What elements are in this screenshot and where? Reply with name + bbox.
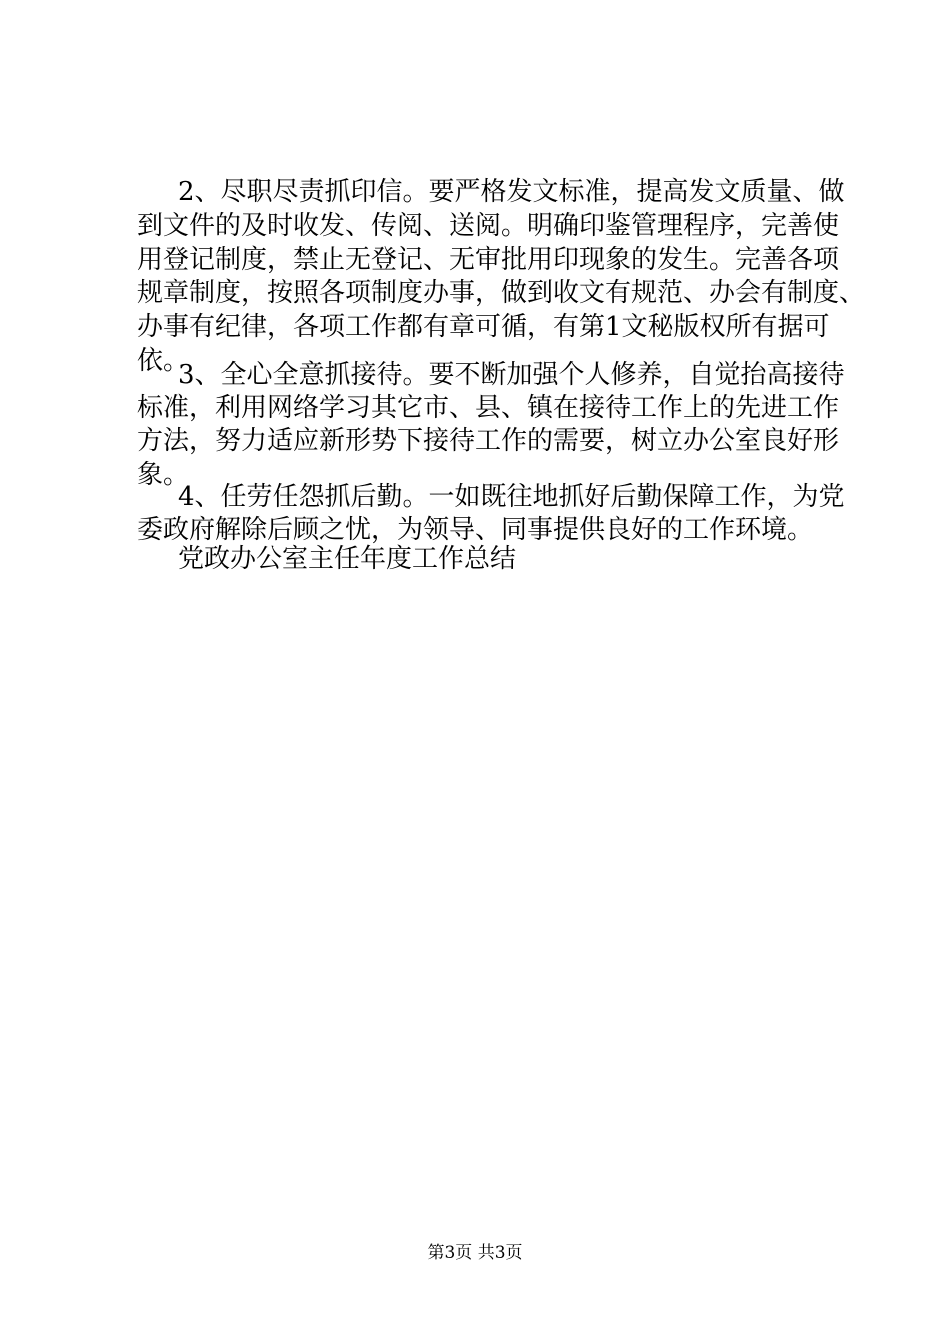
paragraph-line: 3、全心全意抓接待。要不断加强个人修养，自觉抬高接待	[178, 360, 845, 390]
paragraph-line: 用登记制度，禁止无登记、无审批用印现象的发生。完善各项	[137, 245, 840, 275]
paragraph-line: 标准，利用网络学习其它市、县、镇在接待工作上的先进工作	[137, 393, 840, 423]
paragraph-line: 党政办公室主任年度工作总结	[178, 544, 517, 574]
paragraph-line: 4、任劳任怨抓后勤。一如既往地抓好后勤保障工作，为党	[178, 482, 845, 512]
paragraph-line: 办事有纪律，各项工作都有章可循，有第1文秘版权所有据可	[137, 312, 830, 342]
paragraph-line: 到文件的及时收发、传阅、送阅。明确印鉴管理程序，完善使	[137, 211, 840, 241]
paragraph-line: 象。	[137, 460, 190, 490]
page-footer: 第3页 共3页	[427, 1243, 523, 1263]
paragraph-line: 2、尽职尽责抓印信。要严格发文标准，提高发文质量、做	[178, 177, 845, 207]
paragraph-line: 委政府解除后顾之忧，为领导、同事提供良好的工作环境。	[137, 515, 814, 545]
paragraph-line: 方法，努力适应新形势下接待工作的需要，树立办公室良好形	[137, 426, 840, 456]
paragraph-line: 依。	[137, 346, 190, 376]
paragraph-line: 规章制度，按照各项制度办事，做到收文有规范、办会有制度、	[137, 278, 866, 308]
